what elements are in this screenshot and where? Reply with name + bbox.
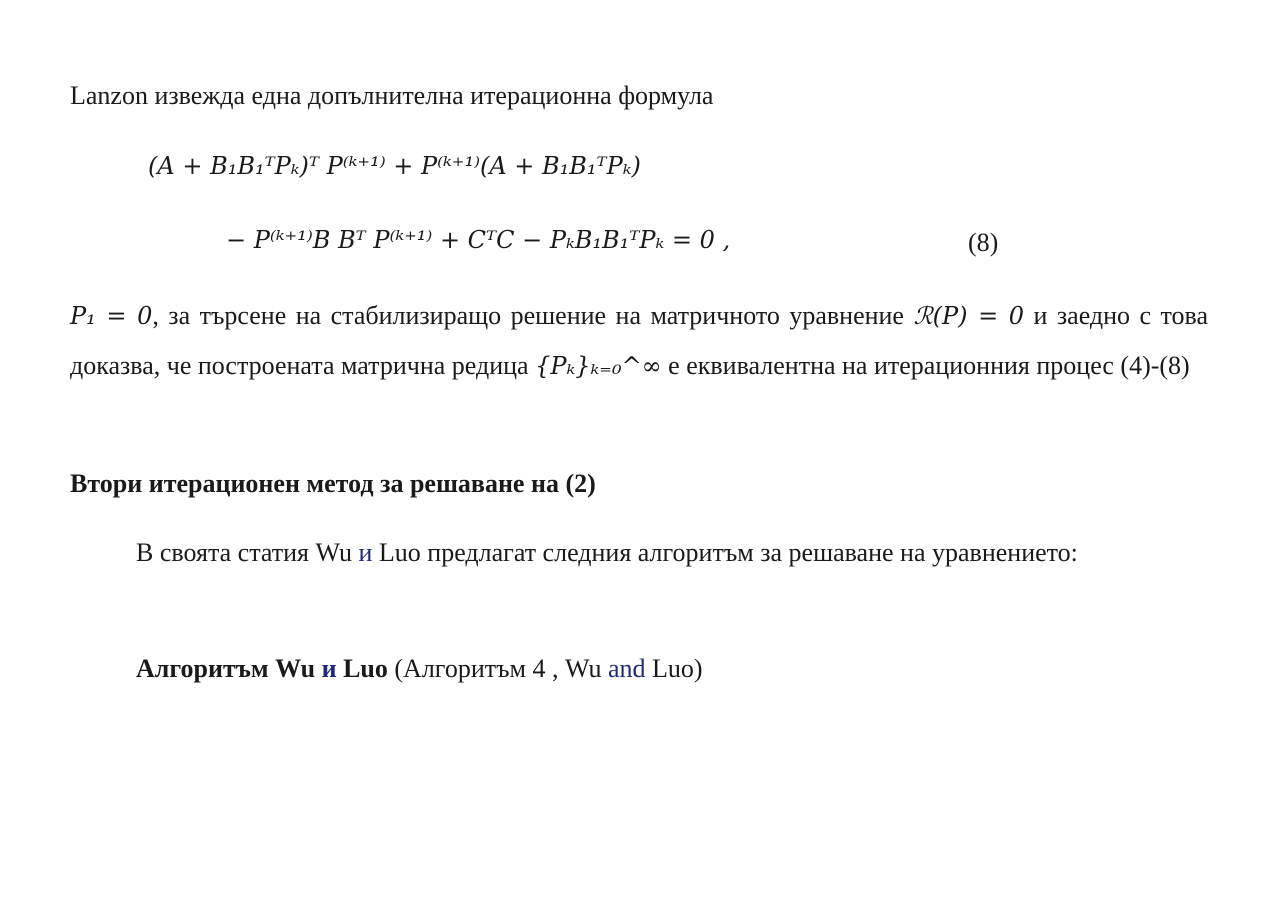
section-heading: Втори итерационен метод за решаване на (2) xyxy=(70,469,596,498)
algorithm-title-a: Алгоритъм Wu xyxy=(136,654,316,683)
statement-post: Luo предлагат следния алгоритъм за решаване на уравнението: xyxy=(378,538,1078,567)
equation-line-2-text: − P⁽ᵏ⁺¹⁾B Bᵀ P⁽ᵏ⁺¹⁾ + CᵀC − PₖB₁B₁ᵀPₖ = 0 , xyxy=(226,226,731,254)
statement-pre: В своята статия Wu xyxy=(136,538,352,567)
sequence-math: {Pₖ}ₖ₌₀^∞ xyxy=(535,352,662,380)
equation-number: (8) xyxy=(968,228,999,257)
algorithm-ref-close: Luo) xyxy=(652,654,703,683)
algorithm-ref-open: (Алгоритъм 4 , Wu xyxy=(394,654,602,683)
equation-line-2 xyxy=(226,226,730,255)
paragraph-text-b: и заедно с това доказва, че построената матрична редица xyxy=(70,301,1209,380)
p1-zero-math: P₁ = 0 xyxy=(70,302,153,330)
algorithm-title-conj: и xyxy=(321,654,337,683)
algorithm-ref-and: and xyxy=(608,654,646,683)
algorithm-title-b: Luo xyxy=(343,654,388,683)
intro-text: Lanzon извежда една допълнителна итерационна формула xyxy=(70,81,714,110)
statement-line xyxy=(136,537,1078,568)
paragraph-text-c: е еквивалентна на итерационния процес (4)-(8) xyxy=(668,351,1190,380)
equation-line-1-text: (A + B₁B₁ᵀPₖ)ᵀ P⁽ᵏ⁺¹⁾ + P⁽ᵏ⁺¹⁾(A + B₁B₁ᵀPₖ) xyxy=(148,152,641,180)
body-paragraph xyxy=(70,291,1208,391)
statement-conj: и xyxy=(358,538,373,567)
equation-line-1 xyxy=(148,152,641,181)
riccati-operator-math: ℛ(P) = 0 xyxy=(913,302,1025,330)
algorithm-title-line xyxy=(136,653,703,684)
paragraph-text-a: , за търсене на стабилизиращо решение на матричното уравнение xyxy=(152,301,904,330)
